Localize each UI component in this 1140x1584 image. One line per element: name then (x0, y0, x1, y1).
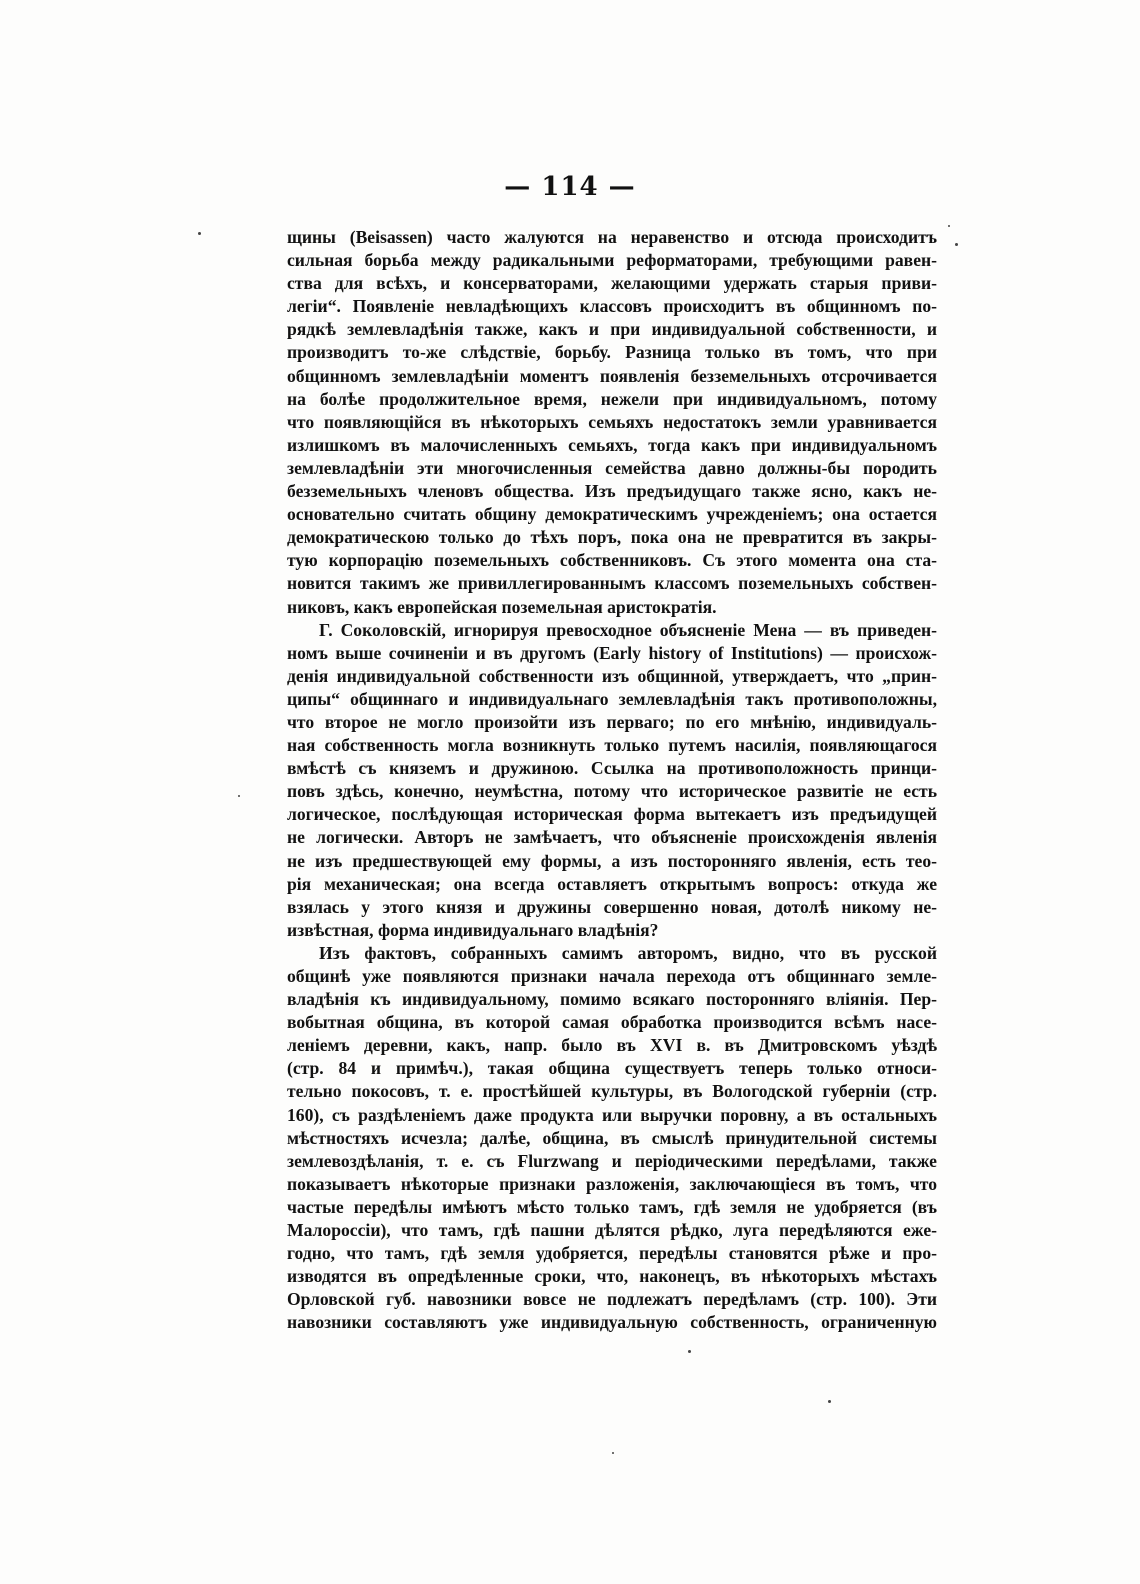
text-line: рядкѣ землевладѣнія также, какъ и при индивидуальной собственности, и (287, 319, 937, 340)
text-line: Орловской губ. навозники вовсе не подлежатъ передѣламъ (стр. 100). Эти (287, 1289, 937, 1310)
scan-speck (198, 232, 201, 235)
text-line: показываетъ нѣкоторые признаки разложенія, заключающіеся въ томъ, что (287, 1173, 937, 1194)
body-text (287, 226, 937, 1335)
text-line: логическое, послѣдующая историческая форма вытекаетъ изъ предъидущей (287, 804, 937, 825)
text-line: рія механическая; она всегда оставляетъ открытымъ вопросъ: откуда же (287, 873, 937, 894)
text-line: повъ здѣсь, конечно, неумѣстна, потому что историческое развитіе не есть (287, 781, 937, 802)
text-line: общинномъ землевладѣніи моментъ появленія безземельныхъ отсрочивается (287, 365, 937, 386)
text-line: общинѣ уже появляются признаки начала перехода отъ общиннаго земле- (287, 966, 937, 986)
text-line: номъ выше сочиненіи и въ другомъ (Early history of Institutions) — происхож- (287, 642, 937, 663)
text-line: землевладѣніи эти многочисленныя семейства давно должны-бы породить (287, 457, 937, 478)
paragraph-1 (287, 226, 937, 619)
scan-speck (955, 243, 958, 246)
scan-speck (612, 1452, 614, 1454)
text-line: не изъ предшествующей ему формы, а изъ посторонняго явленія, есть тео- (287, 850, 937, 871)
text-line: извѣстная, форма индивидуальнаго владѣнія? (287, 919, 659, 940)
text-line: ства для всѣхъ, и консерваторами, желающими удержать старыя приви- (287, 273, 937, 294)
text-line: годно, что тамъ, гдѣ земля удобряется, передѣлы становятся рѣже и про- (287, 1243, 937, 1264)
text-line: Малороссіи), что тамъ, гдѣ пашни дѣлятся рѣдко, луга передѣляются еже- (287, 1220, 937, 1241)
text-line: основательно считать общину демократическимъ учрежденіемъ; она остается (287, 504, 937, 525)
text-line: демократическою только до тѣхъ поръ, пока она не превратится въ закры- (287, 527, 937, 548)
scan-speck (238, 795, 240, 797)
text-line: землевоздѣланія, т. е. съ Flurzwang и періодическими передѣлами, также (287, 1150, 937, 1171)
text-line: не логически. Авторъ не замѣчаетъ, что объясненіе происхожденія явленія (287, 827, 937, 848)
text-line: тельно покосовъ, т. е. простѣйшей культуры, въ Вологодской губерніи (стр. (287, 1081, 937, 1102)
text-line: денія индивидуальной собственности изъ общинной, утверждаетъ, что „прин- (287, 665, 937, 686)
scan-speck (828, 1400, 831, 1403)
text-line: частые передѣлы имѣютъ мѣсто только тамъ, гдѣ земля не удобряется (въ (287, 1196, 937, 1217)
text-line: леніемъ деревни, какъ, напр. было въ XVI в. въ Дмитровскомъ уѣздѣ (287, 1035, 937, 1056)
text-line: изводятся въ опредѣленные сроки, что, наконецъ, въ нѣкоторыхъ мѣстахъ (287, 1266, 937, 1287)
text-line: Изъ фактовъ, собранныхъ самимъ авторомъ, видно, что въ русской (319, 942, 937, 963)
text-line: 160), съ раздѣленіемъ даже продукта или выручки поровну, а въ остальныхъ (287, 1104, 937, 1125)
text-line: ципы“ общиннаго и индивидуальнаго землевладѣнія такъ противоположны, (287, 688, 937, 709)
text-line: ная собственность могла возникнуть только путемъ насилія, появляющагося (287, 735, 937, 756)
paragraph-2 (287, 619, 937, 942)
scan-speck (948, 225, 950, 227)
text-line: вобытная община, въ которой самая обработка производится всѣмъ насе- (287, 1012, 937, 1033)
text-line: навозники составляютъ уже индивидуальную собственность, ограниченную (287, 1312, 937, 1333)
page-number: — 114 — (504, 172, 636, 202)
text-line: что второе не могло произойти изъ перваго; по его мнѣнію, индивидуаль- (287, 711, 937, 732)
text-line: на болѣе продолжительное время, нежели при индивидуальномъ, потому (287, 388, 937, 409)
text-line: легіи“. Появленіе невладѣющихъ классовъ происходитъ въ общинномъ по- (287, 296, 937, 317)
text-line: Г. Соколовскій, игнорируя превосходное объясненіе Мена — въ приведен- (319, 619, 937, 640)
text-line: никовъ, какъ европейская поземельная аристократія. (287, 596, 717, 617)
text-line: безземельныхъ членовъ общества. Изъ предъидущаго также ясно, какъ не- (287, 481, 937, 502)
text-line: сильная борьба между радикальными реформаторами, требующими равен- (287, 250, 937, 271)
text-line: щины (Beisassen) часто жалуются на неравенство и отсюда происходитъ (287, 227, 937, 247)
text-line: новится такимъ же привиллегированнымъ классомъ поземельныхъ собствен- (287, 573, 937, 594)
text-line: производитъ то-же слѣдствіе, борьбу. Разница только въ томъ, что при (287, 342, 937, 363)
text-line: тую корпорацію поземельныхъ собственниковъ. Съ этого момента она ста- (287, 550, 937, 571)
scan-speck (688, 1350, 691, 1353)
text-line: что появляющійся въ нѣкоторыхъ семьяхъ недостатокъ земли уравнивается (287, 411, 937, 432)
text-line: (стр. 84 и примѣч.), такая община существуетъ теперь только относи- (287, 1058, 937, 1079)
paragraph-3 (287, 942, 937, 1335)
text-line: мѣстностяхъ исчезла; далѣе, община, въ смыслѣ принудительной системы (287, 1127, 937, 1148)
text-line: владѣнія къ индивидуальному, помимо всякаго посторонняго вліянія. Пер- (287, 989, 937, 1010)
text-line: излишкомъ въ малочисленныхъ семьяхъ, тогда какъ при индивидуальномъ (287, 434, 937, 455)
text-line: вмѣстѣ съ княземъ и дружиною. Ссылка на противоположность принци- (287, 758, 937, 779)
text-line: взялась у этого князя и дружины совершенно новая, дотолѣ никому не- (287, 896, 937, 917)
